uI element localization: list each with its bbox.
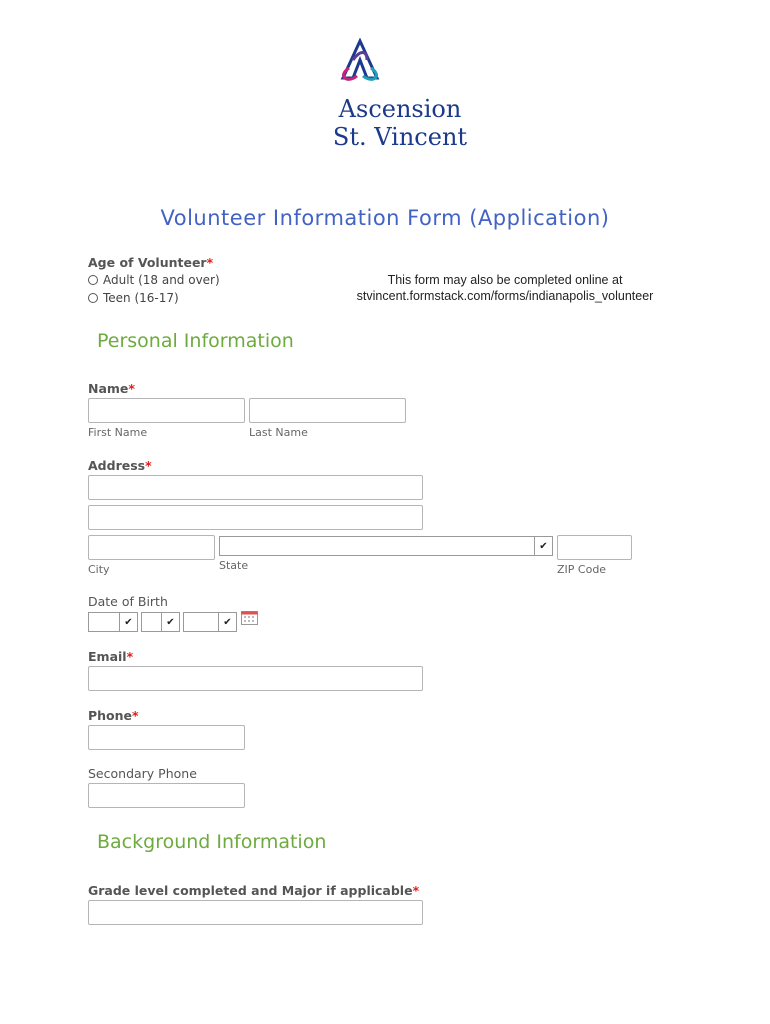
background-info-heading: Background Information xyxy=(97,831,327,853)
phone-label: Phone* xyxy=(88,708,139,723)
city-sublabel: City xyxy=(88,563,110,576)
city-input[interactable] xyxy=(88,535,215,560)
age-option-teen[interactable] xyxy=(88,291,179,305)
zip-input[interactable] xyxy=(557,535,632,560)
form-title: Volunteer Information Form (Application) xyxy=(160,206,610,230)
online-note-link[interactable]: stvincent.formstack.com/forms/indianapolis_volunteer xyxy=(356,289,654,303)
name-label: Name* xyxy=(88,381,135,396)
secondary-phone-input[interactable] xyxy=(88,783,245,808)
secondary-phone-label: Secondary Phone xyxy=(88,766,197,781)
email-input[interactable] xyxy=(88,666,423,691)
state-sublabel: State xyxy=(219,559,249,572)
chevron-down-icon: ✔ xyxy=(218,613,236,631)
address-line1-input[interactable] xyxy=(88,475,423,500)
first-name-input[interactable] xyxy=(88,398,245,423)
age-option-adult[interactable] xyxy=(88,273,220,287)
state-select[interactable] xyxy=(219,536,553,556)
age-label: Age of Volunteer* xyxy=(88,255,214,270)
last-name-input[interactable] xyxy=(249,398,406,423)
last-name-sublabel: Last Name xyxy=(249,426,308,439)
brand-name-line1: Ascension xyxy=(338,95,462,123)
address-line2-input[interactable] xyxy=(88,505,423,530)
dob-label: Date of Birth xyxy=(88,594,168,609)
phone-input[interactable] xyxy=(88,725,245,750)
dob-year-select[interactable] xyxy=(183,612,237,632)
zip-sublabel: ZIP Code xyxy=(557,563,607,576)
grade-input[interactable] xyxy=(88,900,423,925)
chevron-down-icon: ✔ xyxy=(119,613,137,631)
email-label: Email* xyxy=(88,649,134,664)
dob-day-select[interactable] xyxy=(141,612,180,632)
chevron-down-icon: ✔ xyxy=(161,613,179,631)
brand-name-line2: St. Vincent xyxy=(332,123,468,151)
dob-month-select[interactable] xyxy=(88,612,138,632)
grade-label: Grade level completed and Major if applicable* xyxy=(88,883,420,898)
online-note-line1: This form may also be completed online at xyxy=(387,273,623,287)
personal-info-heading: Personal Information xyxy=(97,330,294,352)
chevron-down-icon: ✔ xyxy=(534,537,552,555)
age-option-teen-label: Teen (16-17) xyxy=(103,291,179,305)
radio-adult[interactable] xyxy=(88,275,98,285)
radio-teen[interactable] xyxy=(88,293,98,303)
address-label: Address* xyxy=(88,458,152,473)
ascension-logo-icon xyxy=(335,38,385,88)
age-option-adult-label: Adult (18 and over) xyxy=(103,273,220,287)
first-name-sublabel: First Name xyxy=(88,426,148,439)
calendar-icon[interactable] xyxy=(241,609,258,629)
